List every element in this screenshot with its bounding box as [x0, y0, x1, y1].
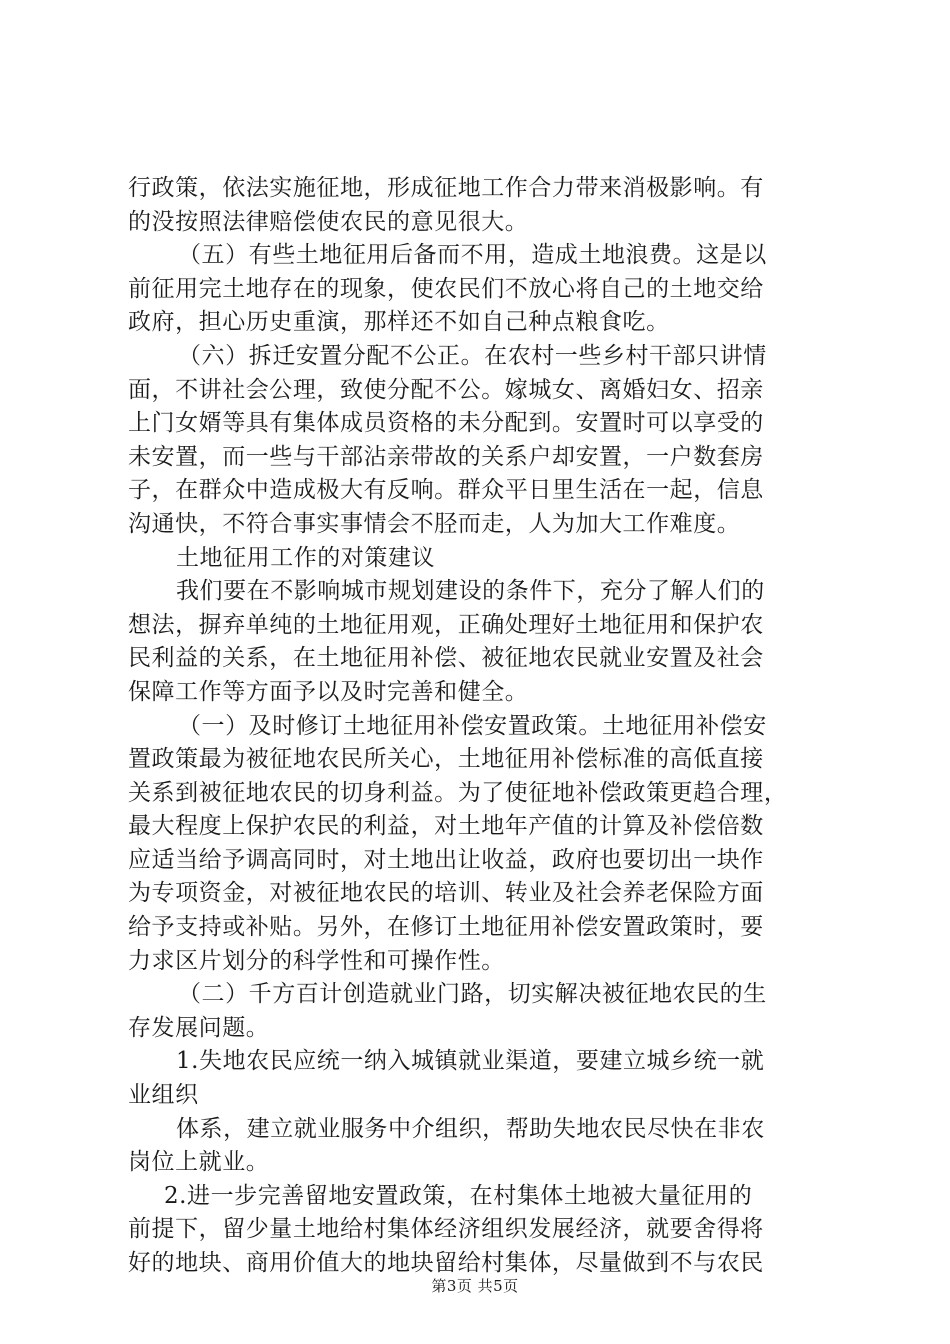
- text-line: 政府，担心历史重演，那样还不如自己种点粮食吃。: [128, 309, 670, 336]
- text-line: 想法，摒弃单纯的土地征用观，正确处理好土地征用和保护农: [128, 611, 764, 638]
- text-line: 为专项资金，对被征地农民的培训、转业及社会养老保险方面: [128, 880, 764, 907]
- text-line: 应适当给予调高同时，对土地出让收益，政府也要切出一块作: [128, 846, 764, 873]
- text-line: 最大程度上保护农民的利益，对土地年产值的计算及补偿倍数: [128, 813, 764, 840]
- text-line: 面，不讲社会公理，致使分配不公。嫁城女、离婚妇女、招亲: [128, 376, 764, 403]
- text-line: 民利益的关系，在土地征用补偿、被征地农民就业安置及社会: [128, 645, 764, 672]
- text-line: 岗位上就业。: [128, 1149, 270, 1176]
- text-line: 业组织: [128, 1082, 199, 1109]
- paragraph-heading-one: （一）及时修订土地征用补偿安置政策。土地征用补偿安: [178, 712, 767, 739]
- page-number-footer: 第3页 共5页: [431, 1277, 519, 1295]
- document-body: [128, 172, 828, 1281]
- text-line: 保障工作等方面予以及时完善和健全。: [128, 678, 529, 705]
- text-line: 关系到被征地农民的切身利益。为了使征地补偿政策更趋合理，: [128, 779, 788, 806]
- text-line: 的没按照法律赔偿使农民的意见很大。: [128, 208, 529, 235]
- text-line: 置政策最为被征地农民所关心，土地征用补偿标准的高低直接: [128, 746, 764, 773]
- numbered-item-two: 2.进一步完善留地安置政策，在村集体土地被大量征用的: [164, 1182, 753, 1209]
- section-heading: 土地征用工作的对策建议: [176, 544, 436, 571]
- text-line: 好的地块、商用价值大的地块留给村集体，尽量做到不与农民: [128, 1250, 764, 1276]
- text-line: 子，在群众中造成极大有反响。群众平日里生活在一起，信息: [128, 477, 764, 504]
- text-line: 前征用完土地存在的现象，使农民们不放心将自己的土地交给: [128, 275, 764, 302]
- text-line: 给予支持或补贴。另外，在修订土地征用补偿安置政策时，要: [128, 914, 764, 941]
- text-line: 体系，建立就业服务中介组织，帮助失地农民尽快在非农: [176, 1115, 765, 1142]
- text-line: 存发展问题。: [128, 1014, 270, 1041]
- text-line: 行政策，依法实施征地，形成征地工作合力带来消极影响。有: [128, 175, 764, 201]
- text-line: 上门女婿等具有集体成员资格的未分配到。安置时可以享受的: [128, 410, 764, 437]
- paragraph-heading-five: （五）有些土地征用后备而不用，造成土地浪费。这是以: [178, 242, 767, 269]
- text-line: 我们要在不影响城市规划建设的条件下，充分了解人们的: [176, 578, 765, 605]
- numbered-item-one: 1.失地农民应统一纳入城镇就业渠道，要建立城乡统一就: [176, 1048, 765, 1075]
- text-line: 力求区片划分的科学性和可操作性。: [128, 947, 505, 974]
- text-line: 未安置，而一些与干部沾亲带故的关系户却安置，一户数套房: [128, 443, 764, 470]
- paragraph-heading-two: （二）千方百计创造就业门路，切实解决被征地农民的生: [178, 981, 767, 1008]
- paragraph-heading-six: （六）拆迁安置分配不公正。在农村一些乡村干部只讲情: [178, 342, 767, 369]
- text-line: 前提下，留少量土地给村集体经济组织发展经济，就要舍得将: [128, 1216, 764, 1243]
- text-line: 沟通快，不符合事实事情会不胫而走，人为加大工作难度。: [128, 510, 741, 537]
